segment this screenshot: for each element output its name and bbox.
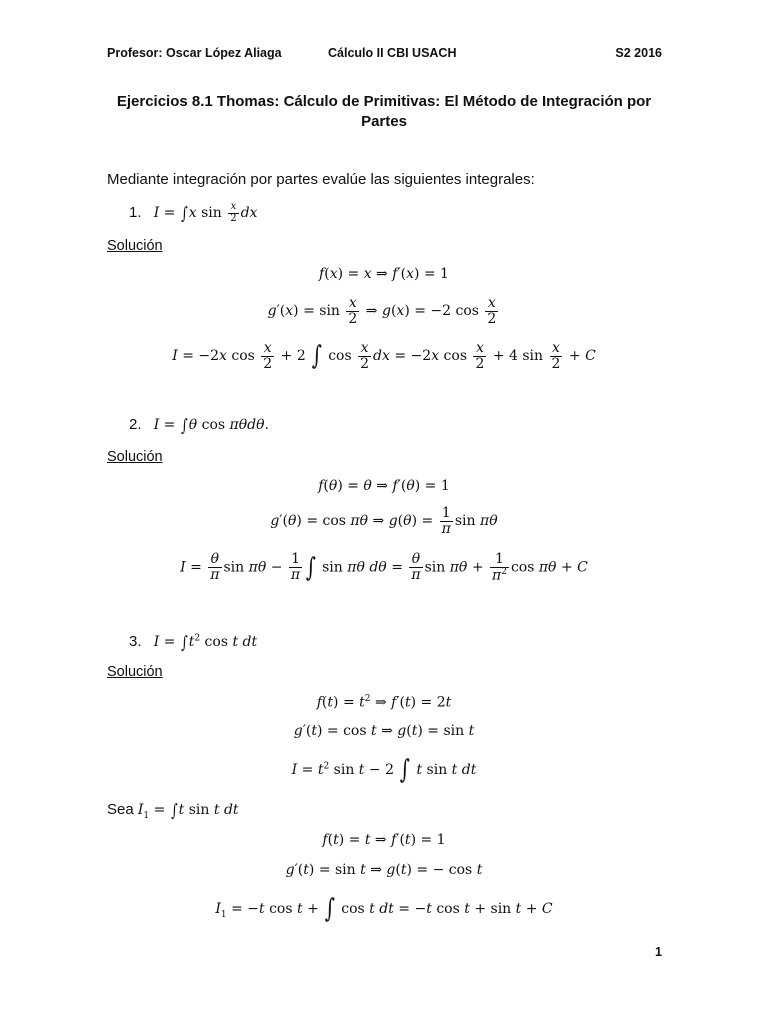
equation: g′(t) = sin t ⇒ g(t) = − cos t	[285, 862, 483, 878]
equation: $I_1 = -t$ cos t + ∫ cos t dt = −t cos t + sin t + C	[215, 894, 553, 924]
header-course: Cálculo II CBI USACH	[328, 46, 457, 60]
solution-label: Solución	[107, 238, 163, 254]
equation: I = $\frac{\theta}{\pi}$ sin πθ − $\frac{1}{\pi}$ ∫ sin πθ dθ = $\frac{\theta}{\pi}$ sin πθ + $\frac{1}{\pi^2}$ cos πθ + C	[180, 551, 588, 584]
equation: f(t) = t ⇒ f′(t) = 1	[322, 832, 446, 848]
exercise-number: 1.	[129, 204, 142, 221]
equation: $f(t) = t^2$ ⇒ f′(t) = 2t	[316, 694, 452, 711]
header-author: Profesor: Oscar López Aliaga	[107, 46, 282, 60]
equation: g′(θ) = cos πθ ⇒ g(θ) = $\frac{1}{\pi}$ sin πθ	[270, 505, 498, 537]
exercise-integral: I = ∫θ cos πθdθ.	[153, 416, 269, 436]
exercise-integral: I = ∫x sin $\frac{x}{2}$ dx	[153, 201, 258, 224]
solution-label: Solución	[107, 664, 163, 680]
equation: I = −2x cos $\frac{x}{2}$ + 2 ∫ cos $\frac{x}{2}$ dx = −2x cos $\frac{x}{2}$ + 4 sin $\frac{x}{2}$ + C	[172, 340, 596, 372]
exercise-3	[129, 633, 257, 652]
equation: g′(x) = sin $\frac{x}{2}$ ⇒ g(x) = −2 cos $\frac{x}{2}$	[267, 295, 497, 327]
sea-label: Sea	[107, 801, 134, 818]
equation: f(θ) = θ ⇒ f′(θ) = 1	[318, 478, 450, 494]
header-semester: S2 2016	[615, 46, 662, 60]
equation: $I = t^2$ sin t − 2 ∫ t sin t dt	[291, 755, 477, 785]
exercise-number: 3.	[129, 633, 142, 650]
page-title: Ejercicios 8.1 Thomas: Cálculo de Primitivas: El Método de Integración por Partes	[116, 93, 652, 130]
exercise-integral: $I = \int t^2$ cos t dt	[153, 633, 258, 653]
equation: f(x) = x ⇒ f′(x) = 1	[319, 266, 449, 282]
exercise-number: 2.	[129, 416, 142, 433]
intro-text: Mediante integración por partes evalúe las siguientes integrales:	[107, 171, 535, 188]
equation: g′(t) = cos t ⇒ g(t) = sin t	[293, 723, 475, 739]
page-number: 1	[655, 945, 662, 959]
sea-line	[107, 801, 239, 821]
sub-integral: $I_1 = \int t$ sin t dt	[137, 801, 239, 821]
exercise-1	[129, 202, 257, 224]
solution-label: Solución	[107, 449, 163, 465]
exercise-2	[129, 416, 269, 435]
